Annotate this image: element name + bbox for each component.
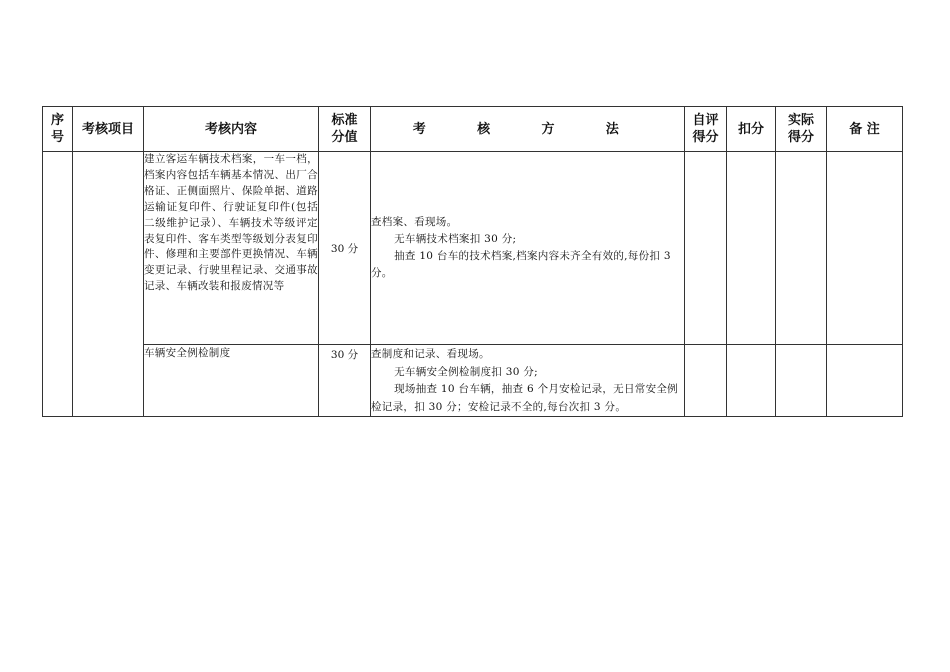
header-deduct: 扣分 [727,107,776,152]
item-cell [73,152,144,417]
header-item: 考核项目 [73,107,144,152]
header-row [43,107,903,152]
method-cell [371,152,685,345]
header-seq: 序 号 [43,107,73,152]
method-line: 查档案、看现场。 [371,216,458,228]
method-line: 查制度和记录、看现场。 [371,348,490,360]
deduct-cell [727,345,776,417]
deduct-cell [727,152,776,345]
content-cell: 车辆安全例检制度 [144,345,319,417]
self-score-cell [685,152,727,345]
header-content: 考核内容 [144,107,319,152]
header-method: 考 核 方 法 [371,107,685,152]
table-row [43,152,903,345]
seq-cell [43,152,73,417]
score-cell: 30 分 [319,152,371,345]
method-cell [371,345,685,417]
method-line: 现场抽查 10 台车辆，抽查 6 个月安检记录，无日常安全例检记录，扣 30 分；安检记录不全的,每台次扣 3 分。 [371,383,678,413]
method-line: 无车辆安全例检制度扣 30 分; [394,365,538,378]
method-line: 抽查 10 台车的技术档案,档案内容未齐全有效的,每份扣 3 分。 [371,250,671,279]
assessment-table [42,106,903,417]
header-actual-score: 实际 得分 [776,107,827,152]
self-score-cell [685,345,727,417]
actual-score-cell [776,345,827,417]
table-row [43,345,903,417]
header-self-score: 自评 得分 [685,107,727,152]
method-line: 无车辆技术档案扣 30 分; [394,233,517,245]
remarks-cell [827,345,903,417]
remarks-cell [827,152,903,345]
content-cell: 建立客运车辆技术档案，一车一档，档案内容包括车辆基本情况、出厂合格证、正侧面照片、保险单据、道路运输证复印件、行驶证复印件(包括二级维护记录）、车辆技术等级评定表复印件、客车类型等级划分表复印件、修理和主要部件更换情况、车辆变更记录、行驶里程记录、交通事故记录、车辆改装和报废情况等 [144,152,319,345]
score-cell: 30 分 [319,345,371,417]
header-standard-score: 标准 分值 [319,107,371,152]
header-remarks: 备 注 [827,107,903,152]
actual-score-cell [776,152,827,345]
